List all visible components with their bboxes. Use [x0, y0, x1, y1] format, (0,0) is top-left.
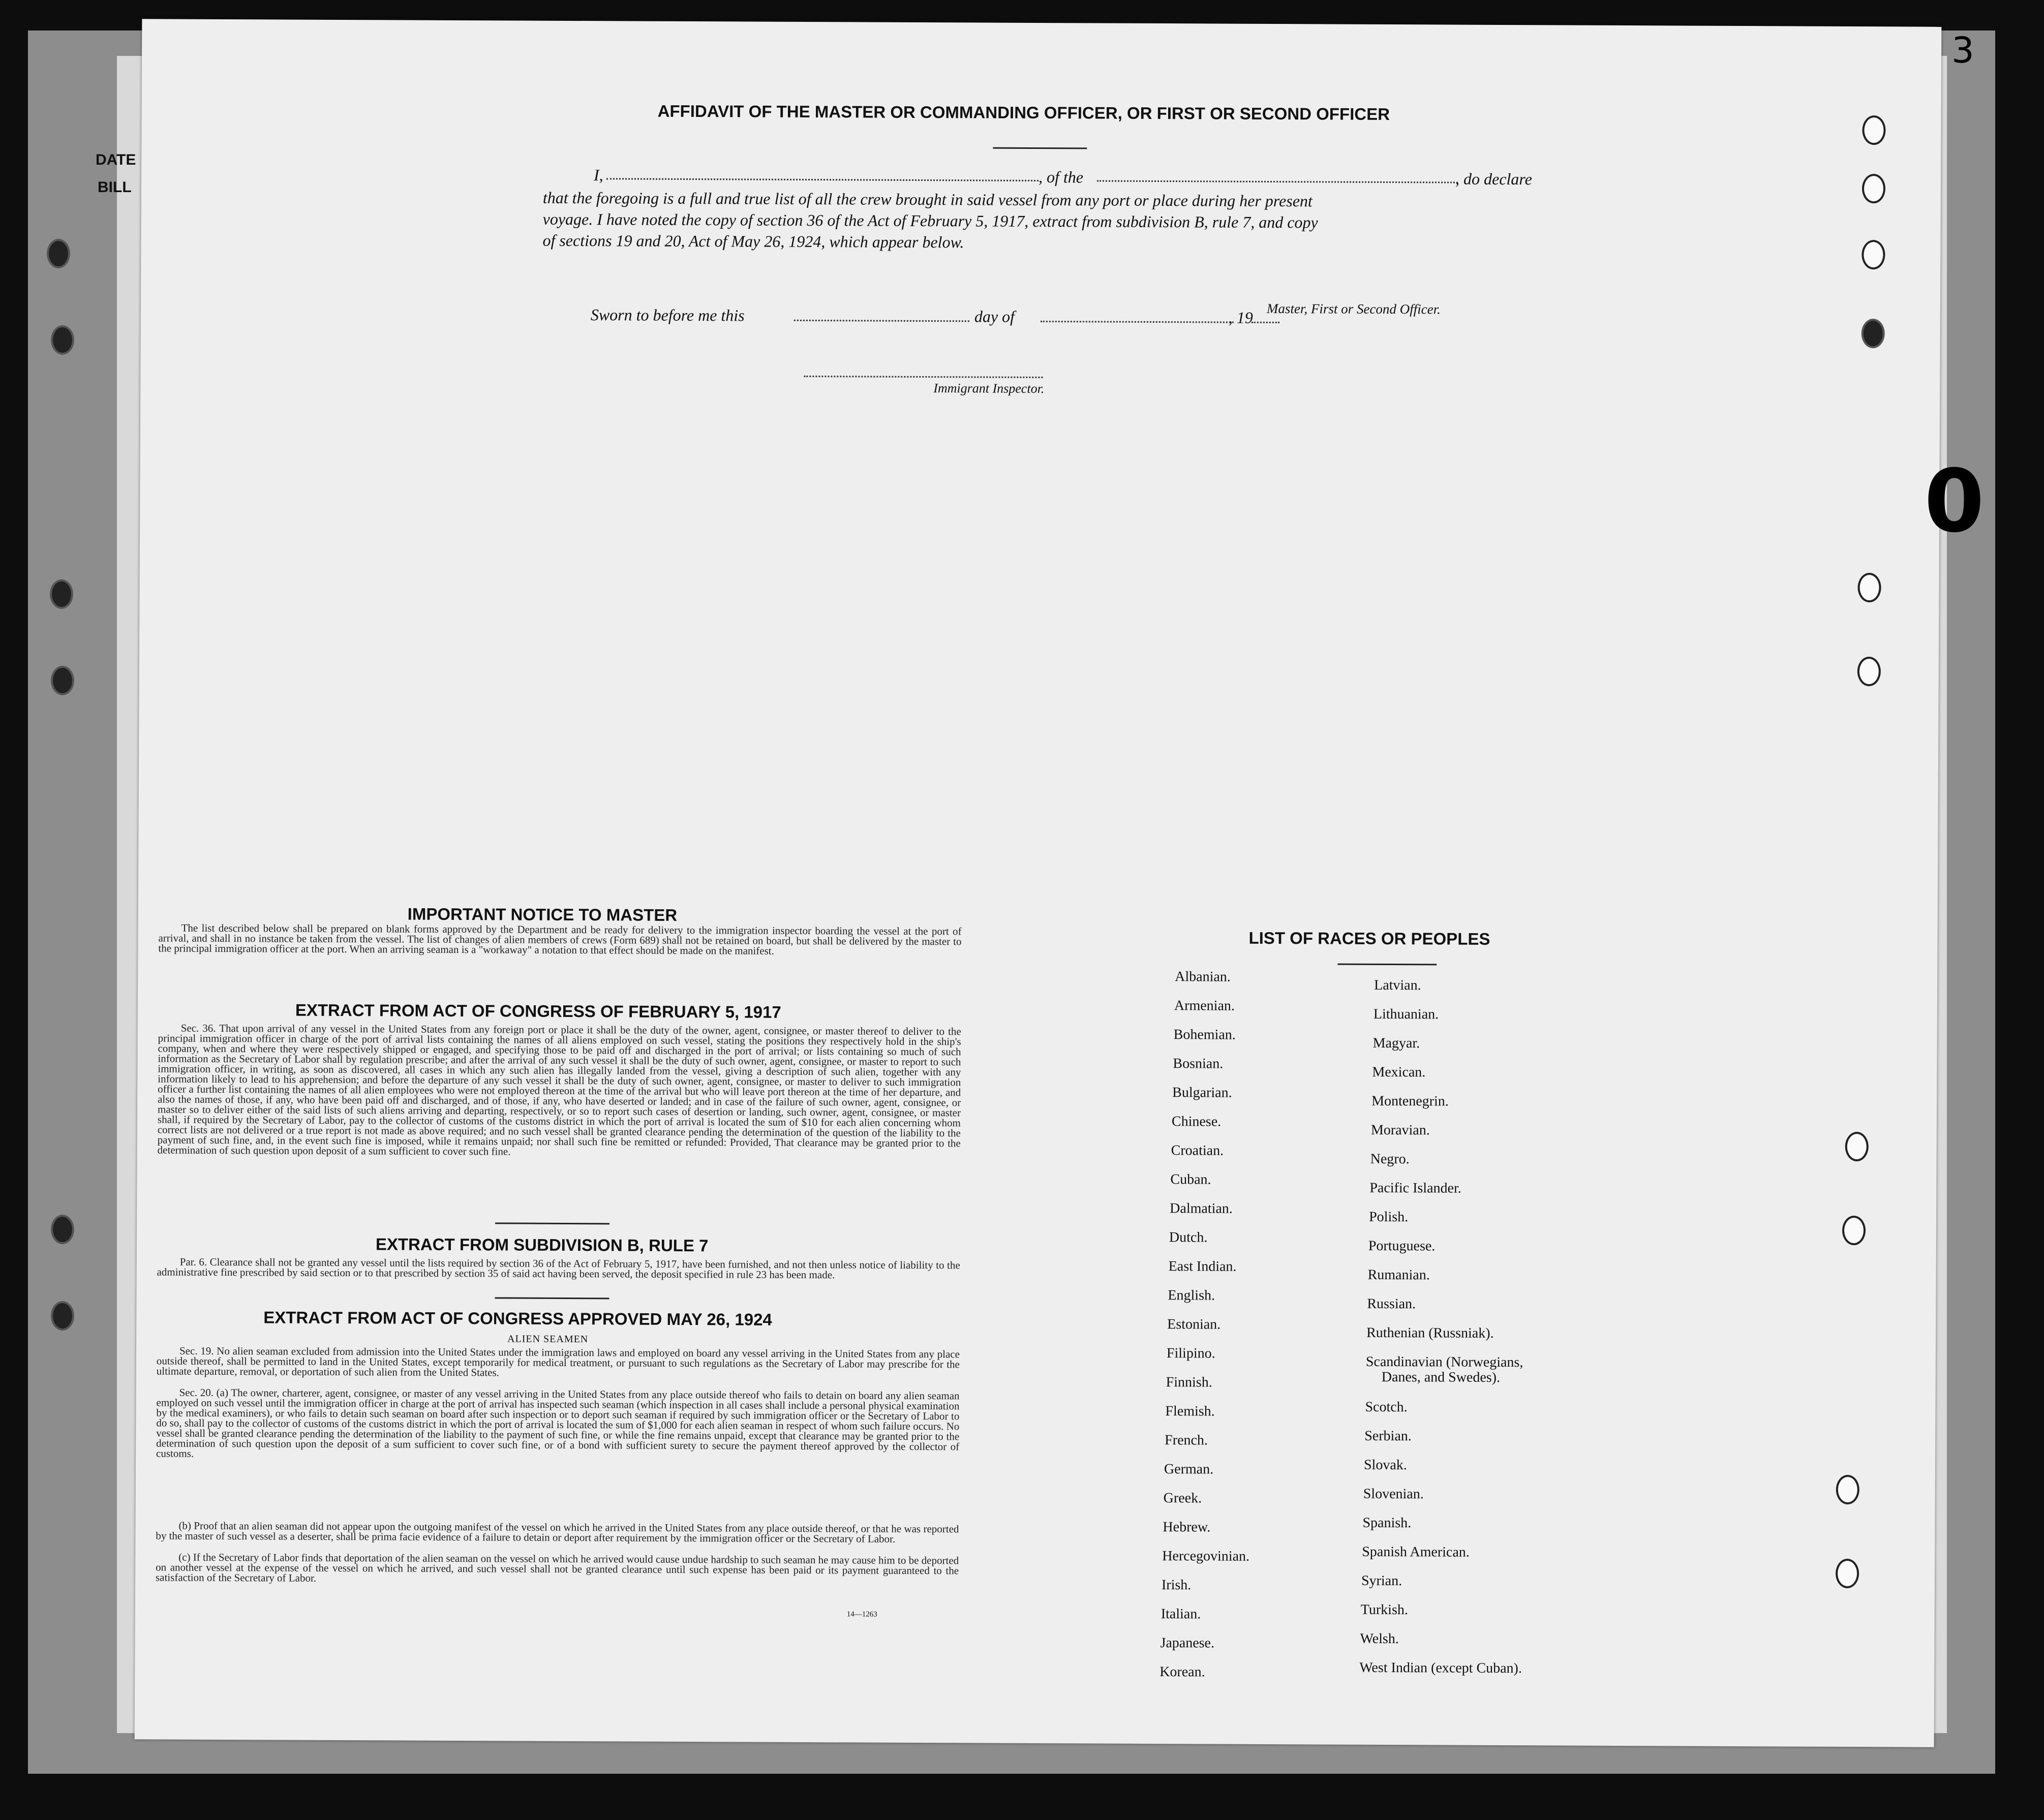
race-item: Lithuanian. [1373, 1006, 1439, 1023]
edge-label-date: DATE [96, 151, 136, 168]
notice-body: The list described below shall be prepared on blank forms approved by the Department and be ready for delivery to the immigration inspector boarding the vessel at the port of arrival, and shall in no instance be taken from the vessel. The list of changes of alien members of crews (Form 689) shall not be retained on board, but shall be delivered by the master to the principal immigration officer at the port. When an arriving seaman is a "workaway" a notation to that effect should be made on the manifest. [158, 921, 962, 957]
race-item: Pacific Islander. [1369, 1180, 1461, 1196]
form-number: 14—1263 [846, 1610, 877, 1619]
race-item: Turkish. [1360, 1601, 1408, 1618]
races-title: LIST OF RACES OR PEOPLES [1248, 928, 1490, 948]
punch-hole [1845, 1132, 1869, 1161]
race-item: Ruthenian (Russniak). [1366, 1324, 1494, 1341]
punch-hole [1862, 115, 1885, 145]
race-item: Hebrew. [1163, 1519, 1211, 1535]
sec19-body: Sec. 19. No alien seaman excluded from admission into the United States under the immigration laws and employed on board any vessel arriving in the United States from any place outside thereof, shall be permitted to land in the United States, except temporarily for medical treatment, or pursuant to such regulations as the Secretary of Labor may prescribe for the ultimate departure, removal, or deportation of such alien from the United States. [156, 1344, 960, 1379]
extract-1917-title: EXTRACT FROM ACT OF CONGRESS OF FEBRUARY 5, 1917 [295, 1000, 781, 1022]
race-item: English. [1168, 1287, 1215, 1304]
race-item: Welsh. [1360, 1630, 1399, 1647]
punch-hole [1857, 657, 1881, 686]
divider [993, 147, 1087, 149]
race-item: Estonian. [1167, 1316, 1221, 1333]
race-item: Scotch. [1365, 1399, 1408, 1415]
race-item: Syrian. [1361, 1572, 1402, 1589]
punch-hole [1836, 1475, 1859, 1504]
edge-label-bill: BILL [98, 179, 132, 196]
race-item: East Indian. [1168, 1258, 1237, 1275]
master-signature-label: Master, First or Second Officer. [1266, 300, 1441, 317]
binder-hole [50, 579, 73, 609]
affidavit-line2: that the foregoing is a full and true list of all the crew brought in said vessel from any port or place during her present [542, 188, 1313, 210]
race-item: Italian. [1161, 1606, 1201, 1622]
punch-hole [1862, 240, 1885, 269]
race-item: Bohemian. [1173, 1027, 1236, 1043]
affidavit-i: I, [593, 166, 603, 184]
document-page [135, 19, 1985, 1747]
race-item: Spanish American. [1362, 1544, 1470, 1560]
race-item: Japanese. [1160, 1635, 1215, 1651]
divider [1337, 964, 1437, 966]
race-item: Bulgarian. [1172, 1085, 1232, 1101]
race-item: Slovenian. [1363, 1486, 1424, 1502]
punch-hole [1862, 319, 1885, 348]
vessel-field[interactable] [1097, 179, 1458, 183]
race-item: Finnish. [1166, 1374, 1212, 1391]
race-item: Greek. [1163, 1490, 1202, 1506]
race-item: Cuban. [1170, 1171, 1211, 1188]
race-item: Montenegrin. [1371, 1093, 1449, 1109]
affidavit-declare: , do declare [1455, 169, 1532, 189]
sworn-month-field[interactable] [1041, 320, 1234, 323]
sworn-label: Sworn to before me this [590, 305, 745, 325]
race-item: Filipino. [1166, 1345, 1215, 1362]
race-item: Flemish. [1165, 1403, 1215, 1420]
race-item: Dalmatian. [1170, 1200, 1233, 1217]
race-item: Danes, and Swedes). [1381, 1369, 1501, 1385]
race-item: Mexican. [1372, 1064, 1426, 1081]
race-item: Dutch. [1169, 1229, 1208, 1246]
day-of-label: day of [974, 307, 1015, 326]
race-item: Hercegovinian. [1162, 1548, 1250, 1564]
extract-1917-body: Sec. 36. That upon arrival of any vessel in the United States from any foreign port or place it shall be the duty of the owner, agent, consignee, or master thereof to deliver to the principal immigration officer in charge of the port of arrival lists containing the names of all aliens employed on such vessel, stating the positions they respectively hold in the ship's company, when and where they were respectively shipped or engaged, and specifying those to be paid off and discharged in the port of arrival; or lists containing so much of such information as the Secretary of Labor shall by regulation prescribe; and after the arrival of any such vessel it shall be the duty of such owner, agent, consignee, or master to report to such immigration officer, in writing, as soon as discovered, all cases in which any such alien has illegally landed from the vessel, giving a description of such alien, together with any information likely to lead to his apprehension; and before the departure of any such vessel it shall be the duty of such owner, agent, consignee, or master to deliver to such immigration officer a further list containing the names of all alien employees who were not employed thereon at the time of the arrival but who will leave port thereon at the time of her departure, and also the names of those, if any, who have been paid off and discharged, and of those, if any, who have deserted or landed; and in case of the failure of such owner, agent, consignee, or master so to deliver either of the said lists of such aliens arriving and departing, respectively, or so to report such cases of desertion or landing, such owner, agent, consignee, or master shall, if required by the Secretary of Labor, pay to the collector of customs of the customs district in which the port of arrival is located the sum of $10 for each alien concerning whom correct lists are not delivered or a true report is not made as above required; and no such vessel shall be granted clearance pending the determination of the question of the liability to the payment of such fine, and, in the event such fine is imposed, while it remains unpaid; nor shall such fine be remitted or refunded: Provided, That clearance may be granted prior to the determination of such question upon deposit of a sum sufficient to cover such fine. [157, 1022, 961, 1158]
name-field[interactable] [606, 177, 1039, 181]
inspector-signature-field[interactable] [804, 375, 1043, 378]
race-item: German. [1164, 1461, 1214, 1477]
alien-seamen-subtitle: ALIEN SEAMEN [507, 1333, 589, 1345]
race-item: Chinese. [1171, 1114, 1222, 1130]
race-item: Croatian. [1171, 1143, 1224, 1159]
affidavit-of-the: , of the [1038, 167, 1084, 187]
race-item: Irish. [1161, 1577, 1192, 1593]
punch-hole [1857, 573, 1881, 602]
affidavit-title: AFFIDAVIT OF THE MASTER OR COMMANDING OFFICER, OR FIRST OR SECOND OFFICER [657, 101, 1390, 124]
handwritten-zero: 0 [1924, 451, 1985, 552]
race-item: Russian. [1367, 1295, 1416, 1312]
race-item: Serbian. [1364, 1428, 1412, 1444]
punch-hole [1842, 1216, 1866, 1245]
race-item: Magyar. [1372, 1035, 1420, 1052]
rule7-body: Par. 6. Clearance shall not be granted any vessel until the lists required by section 36 of the Act of February 5, 1917, have been furnished, and not then unless notice of liability to the administrative fine prescribed by said section or to that prescribed by section 35 of said act having been served, the deposit specified in rule 23 has been made. [157, 1255, 960, 1281]
race-item: Rumanian. [1367, 1267, 1430, 1283]
divider [495, 1222, 609, 1224]
notice-title: IMPORTANT NOTICE TO MASTER [407, 904, 678, 924]
divider [495, 1297, 609, 1299]
race-item: Armenian. [1174, 998, 1235, 1014]
binder-hole [51, 666, 74, 695]
affidavit-line3: voyage. I have noted the copy of section 36 of the Act of February 5, 1917, extract from subdivision B, rule 7, and copy [542, 209, 1318, 232]
affidavit-line4: of sections 19 and 20, Act of May 26, 1924, which appear below. [542, 231, 964, 252]
punch-hole [1836, 1559, 1859, 1588]
sec20b-body: (b) Proof that an alien seaman did not appear upon the outgoing manifest of the vessel on which he arrived in the United States from any place outside thereof, or that he was reported by the master of such vessel as a deserter, shall be prima facie evidence of a failure to detain or deport after requirement by the immigration officer or the Secretary of Labor. [156, 1519, 959, 1545]
race-item: Latvian. [1374, 977, 1421, 994]
extract-1924-title: EXTRACT FROM ACT OF CONGRESS APPROVED MAY 26, 1924 [263, 1308, 772, 1329]
race-item: Albanian. [1175, 969, 1231, 985]
race-item: Polish. [1369, 1209, 1409, 1225]
inspector-label: Immigrant Inspector. [933, 381, 1045, 396]
race-item: Negro. [1370, 1151, 1410, 1167]
race-item: Bosnian. [1173, 1056, 1224, 1072]
sworn-day-field[interactable] [794, 319, 969, 322]
race-item: Portuguese. [1368, 1238, 1436, 1254]
handwritten-page-number: 3 [1951, 29, 1974, 72]
binder-hole [51, 1301, 74, 1331]
race-item: Spanish. [1362, 1515, 1412, 1531]
year-label: , 19 [1228, 308, 1253, 327]
rule7-title: EXTRACT FROM SUBDIVISION B, RULE 7 [375, 1235, 709, 1255]
race-item: French. [1165, 1432, 1208, 1448]
race-item: Slovak. [1363, 1457, 1407, 1473]
race-item: Moravian. [1370, 1122, 1430, 1138]
sec20a-body: Sec. 20. (a) The owner, charterer, agent, consignee, or master of any vessel arriving in the United States from any place outside thereof who fails to detain on board any alien seaman employed on such vessel until the immigration officer in charge at the port of arrival has inspected such seaman (which inspection in all cases shall include a personal physical examination by the medical examiners), or who fails to detain such seaman on board after such inspection or to deport such seaman if required by such immigration officer or the Secretary of Labor to do so, shall pay to the collector of customs of the customs district in which the port of arrival is located the sum of $1,000 for each alien seaman in respect of whom such failure occurs. No vessel shall be granted clearance pending the determination of the liability to the payment of such fine, or while the fine remains unpaid, except that clearance may be granted prior to the determination of such question upon the deposit of a sum sufficient to cover such fine, or of a bond with sufficient surety to secure the payment thereof approved by the collector of customs. [156, 1386, 960, 1460]
sec20c-body: (c) If the Secretary of Labor finds that deportation of the alien seaman on the vessel on which he arrived would cause undue hardship to such seaman he may cause him to be deported on another vessel at the expense of the vessel on which he arrived, and such vessel shall not be granted clearance until such expense has been paid or its payment guaranteed to the satisfaction of the Secretary of Labor. [155, 1551, 959, 1584]
sworn-year-field[interactable] [1252, 321, 1279, 323]
race-item: West Indian (except Cuban). [1359, 1659, 1522, 1677]
race-item: Korean. [1160, 1664, 1205, 1680]
punch-hole [1862, 174, 1885, 203]
binder-hole [51, 1215, 74, 1244]
binder-hole [47, 239, 70, 268]
race-item: Scandinavian (Norwegians, [1365, 1353, 1523, 1371]
binder-hole [51, 325, 74, 355]
